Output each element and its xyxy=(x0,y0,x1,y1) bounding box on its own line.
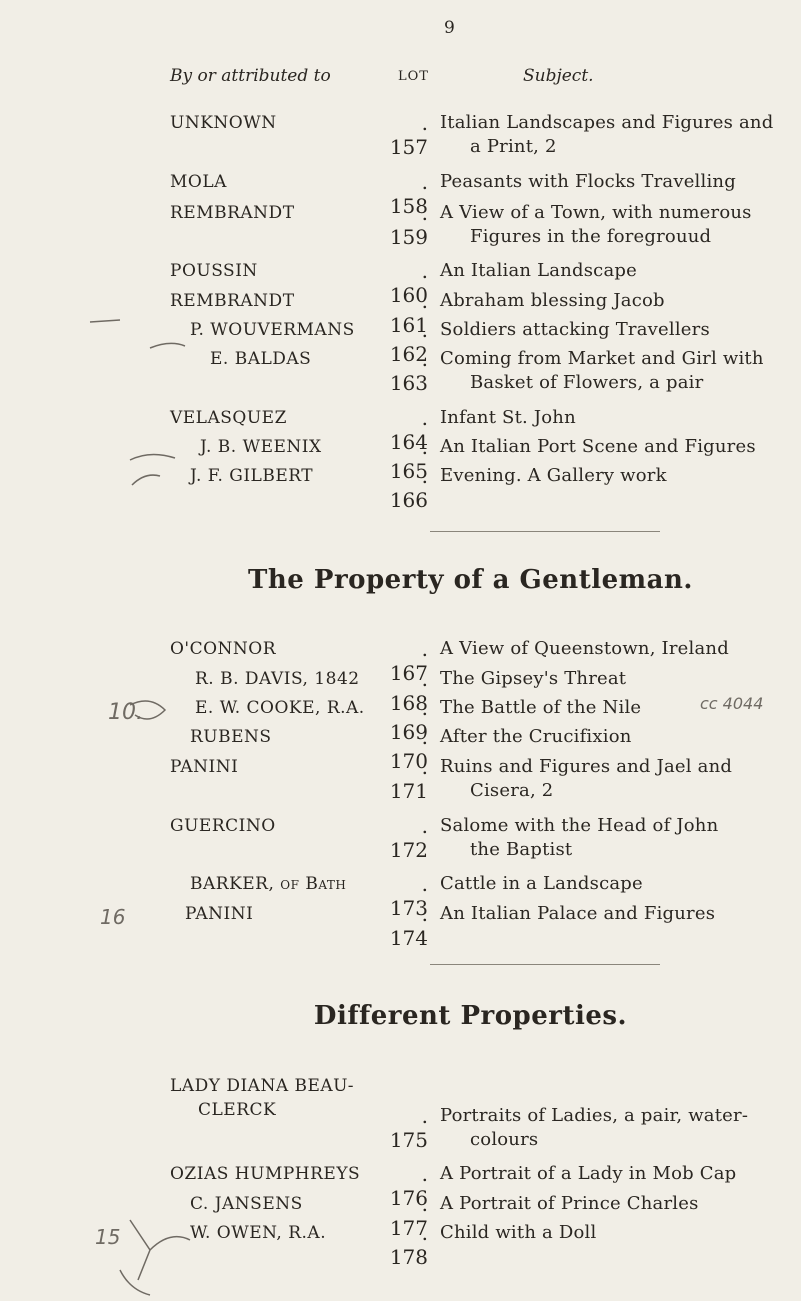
lot-subject: Coming from Market and Girl with Basket of Flowers, a pair xyxy=(440,348,764,393)
artist-name: REMBRANDT xyxy=(170,291,295,311)
subject-column-header: Subject. xyxy=(523,66,594,86)
lot-subject: Salome with the Head of John the Baptist xyxy=(440,815,719,860)
artist-name: PANINI xyxy=(170,757,239,777)
lot-number: . 160 xyxy=(382,259,428,307)
artist-name: J. F. GILBERT xyxy=(190,466,314,486)
artist-name: REMBRANDT xyxy=(170,203,295,223)
artist-name: VELASQUEZ xyxy=(170,408,287,428)
lot-number: . 161 xyxy=(382,289,428,337)
artist-name: RUBENS xyxy=(190,727,272,747)
lot-subject: Peasants with Flocks Travelling xyxy=(440,171,736,192)
artist-name: E. BALDAS xyxy=(210,349,312,369)
lot-subject: Evening. A Gallery work xyxy=(440,465,667,486)
lot-subject: Infant St. John xyxy=(440,407,576,428)
lot-number: . 162 xyxy=(382,318,428,366)
pencil-flourish-icon xyxy=(90,690,210,750)
artist-column-header: By or attributed to xyxy=(170,66,331,86)
lot-subject: After the Crucifixion xyxy=(440,726,632,747)
lot-number: . 163 xyxy=(382,347,428,395)
pencil-margin-15: 15 xyxy=(95,1225,121,1249)
lot-subject: A Portrait of a Lady in Mob Cap xyxy=(440,1163,737,1184)
lot-subject: The Battle of the Nile xyxy=(440,697,642,718)
lot-subject: Italian Landscapes and Figures and a Print, 2 xyxy=(440,112,774,157)
lot-subject: Cattle in a Landscape xyxy=(440,873,643,894)
lot-column-header: LOT xyxy=(398,69,429,84)
lot-number: . 177 xyxy=(382,1192,428,1240)
pencil-margin-10: 10. xyxy=(108,700,143,725)
lot-number: . 170 xyxy=(382,725,428,773)
lot-subject: An Italian Port Scene and Figures xyxy=(440,436,756,457)
section-title-gentleman: The Property of a Gentleman. xyxy=(248,565,693,595)
lot-number: . 157 xyxy=(382,111,428,159)
lot-number: . 168 xyxy=(382,667,428,715)
lot-number: . 159 xyxy=(382,201,428,249)
lot-subject: An Italian Palace and Figures xyxy=(440,903,716,924)
lot-number: . 174 xyxy=(382,902,428,950)
lot-number: . 176 xyxy=(382,1162,428,1210)
lot-number: . 158 xyxy=(382,170,428,218)
lot-subject: Abraham blessing Jacob xyxy=(440,290,665,311)
lot-number: . 164 xyxy=(382,406,428,454)
artist-name: BARKER, of Bath xyxy=(190,874,347,894)
lot-number: . 173 xyxy=(382,872,428,920)
lot-subject: A Portrait of Prince Charles xyxy=(440,1193,699,1214)
lot-subject: A View of Queenstown, Ireland xyxy=(440,638,729,659)
artist-name: POUSSIN xyxy=(170,261,258,281)
artist-name: GUERCINO xyxy=(170,816,276,836)
pencil-note-lot-169: cc 4044 xyxy=(700,694,764,713)
lot-number: . 167 xyxy=(382,637,428,685)
artist-name: UNKNOWN xyxy=(170,113,277,133)
artist-name: PANINI xyxy=(185,904,254,924)
page-number: 9 xyxy=(444,18,455,38)
lot-number: . 172 xyxy=(382,814,428,862)
lot-number: . 175 xyxy=(382,1104,428,1152)
lot-subject: Child with a Doll xyxy=(440,1222,597,1243)
lot-subject: An Italian Landscape xyxy=(440,260,637,281)
artist-name: P. WOUVERMANS xyxy=(190,320,355,340)
lot-number: . 166 xyxy=(382,464,428,512)
section-divider xyxy=(430,964,660,965)
lot-number: . 169 xyxy=(382,696,428,744)
section-title-different: Different Properties. xyxy=(313,1001,628,1031)
artist-name: OZIAS HUMPHREYS xyxy=(170,1164,361,1184)
section-divider xyxy=(430,531,660,532)
pencil-sketch-icon xyxy=(80,1210,220,1300)
lot-subject: Portraits of Ladies, a pair, water- colours xyxy=(440,1105,749,1150)
lot-number: . 165 xyxy=(382,435,428,483)
pencil-margin-16: 16 xyxy=(100,905,126,929)
lot-number: . 171 xyxy=(382,755,428,803)
lot-subject: A View of a Town, with numerous Figures in the foregrouud xyxy=(440,202,752,247)
pencil-scribble-marks xyxy=(60,300,220,560)
artist-name: W. OWEN, R.A. xyxy=(190,1223,327,1243)
artist-name: C. JANSENS xyxy=(190,1194,303,1214)
artist-name: O'CONNOR xyxy=(170,639,277,659)
artist-name: LADY DIANA BEAU- CLERCK xyxy=(170,1076,354,1120)
lot-subject: Ruins and Figures and Jael and Cisera, 2 xyxy=(440,756,733,801)
lot-subject: Soldiers attacking Travellers xyxy=(440,319,710,340)
artist-name: MOLA xyxy=(170,172,227,192)
artist-name: E. W. COOKE, R.A. xyxy=(195,698,365,718)
artist-name: R. B. DAVIS, 1842 xyxy=(195,669,360,689)
lot-subject: The Gipsey's Threat xyxy=(440,668,627,689)
artist-name: J. B. WEENIX xyxy=(200,437,322,457)
lot-number: . 178 xyxy=(382,1221,428,1269)
